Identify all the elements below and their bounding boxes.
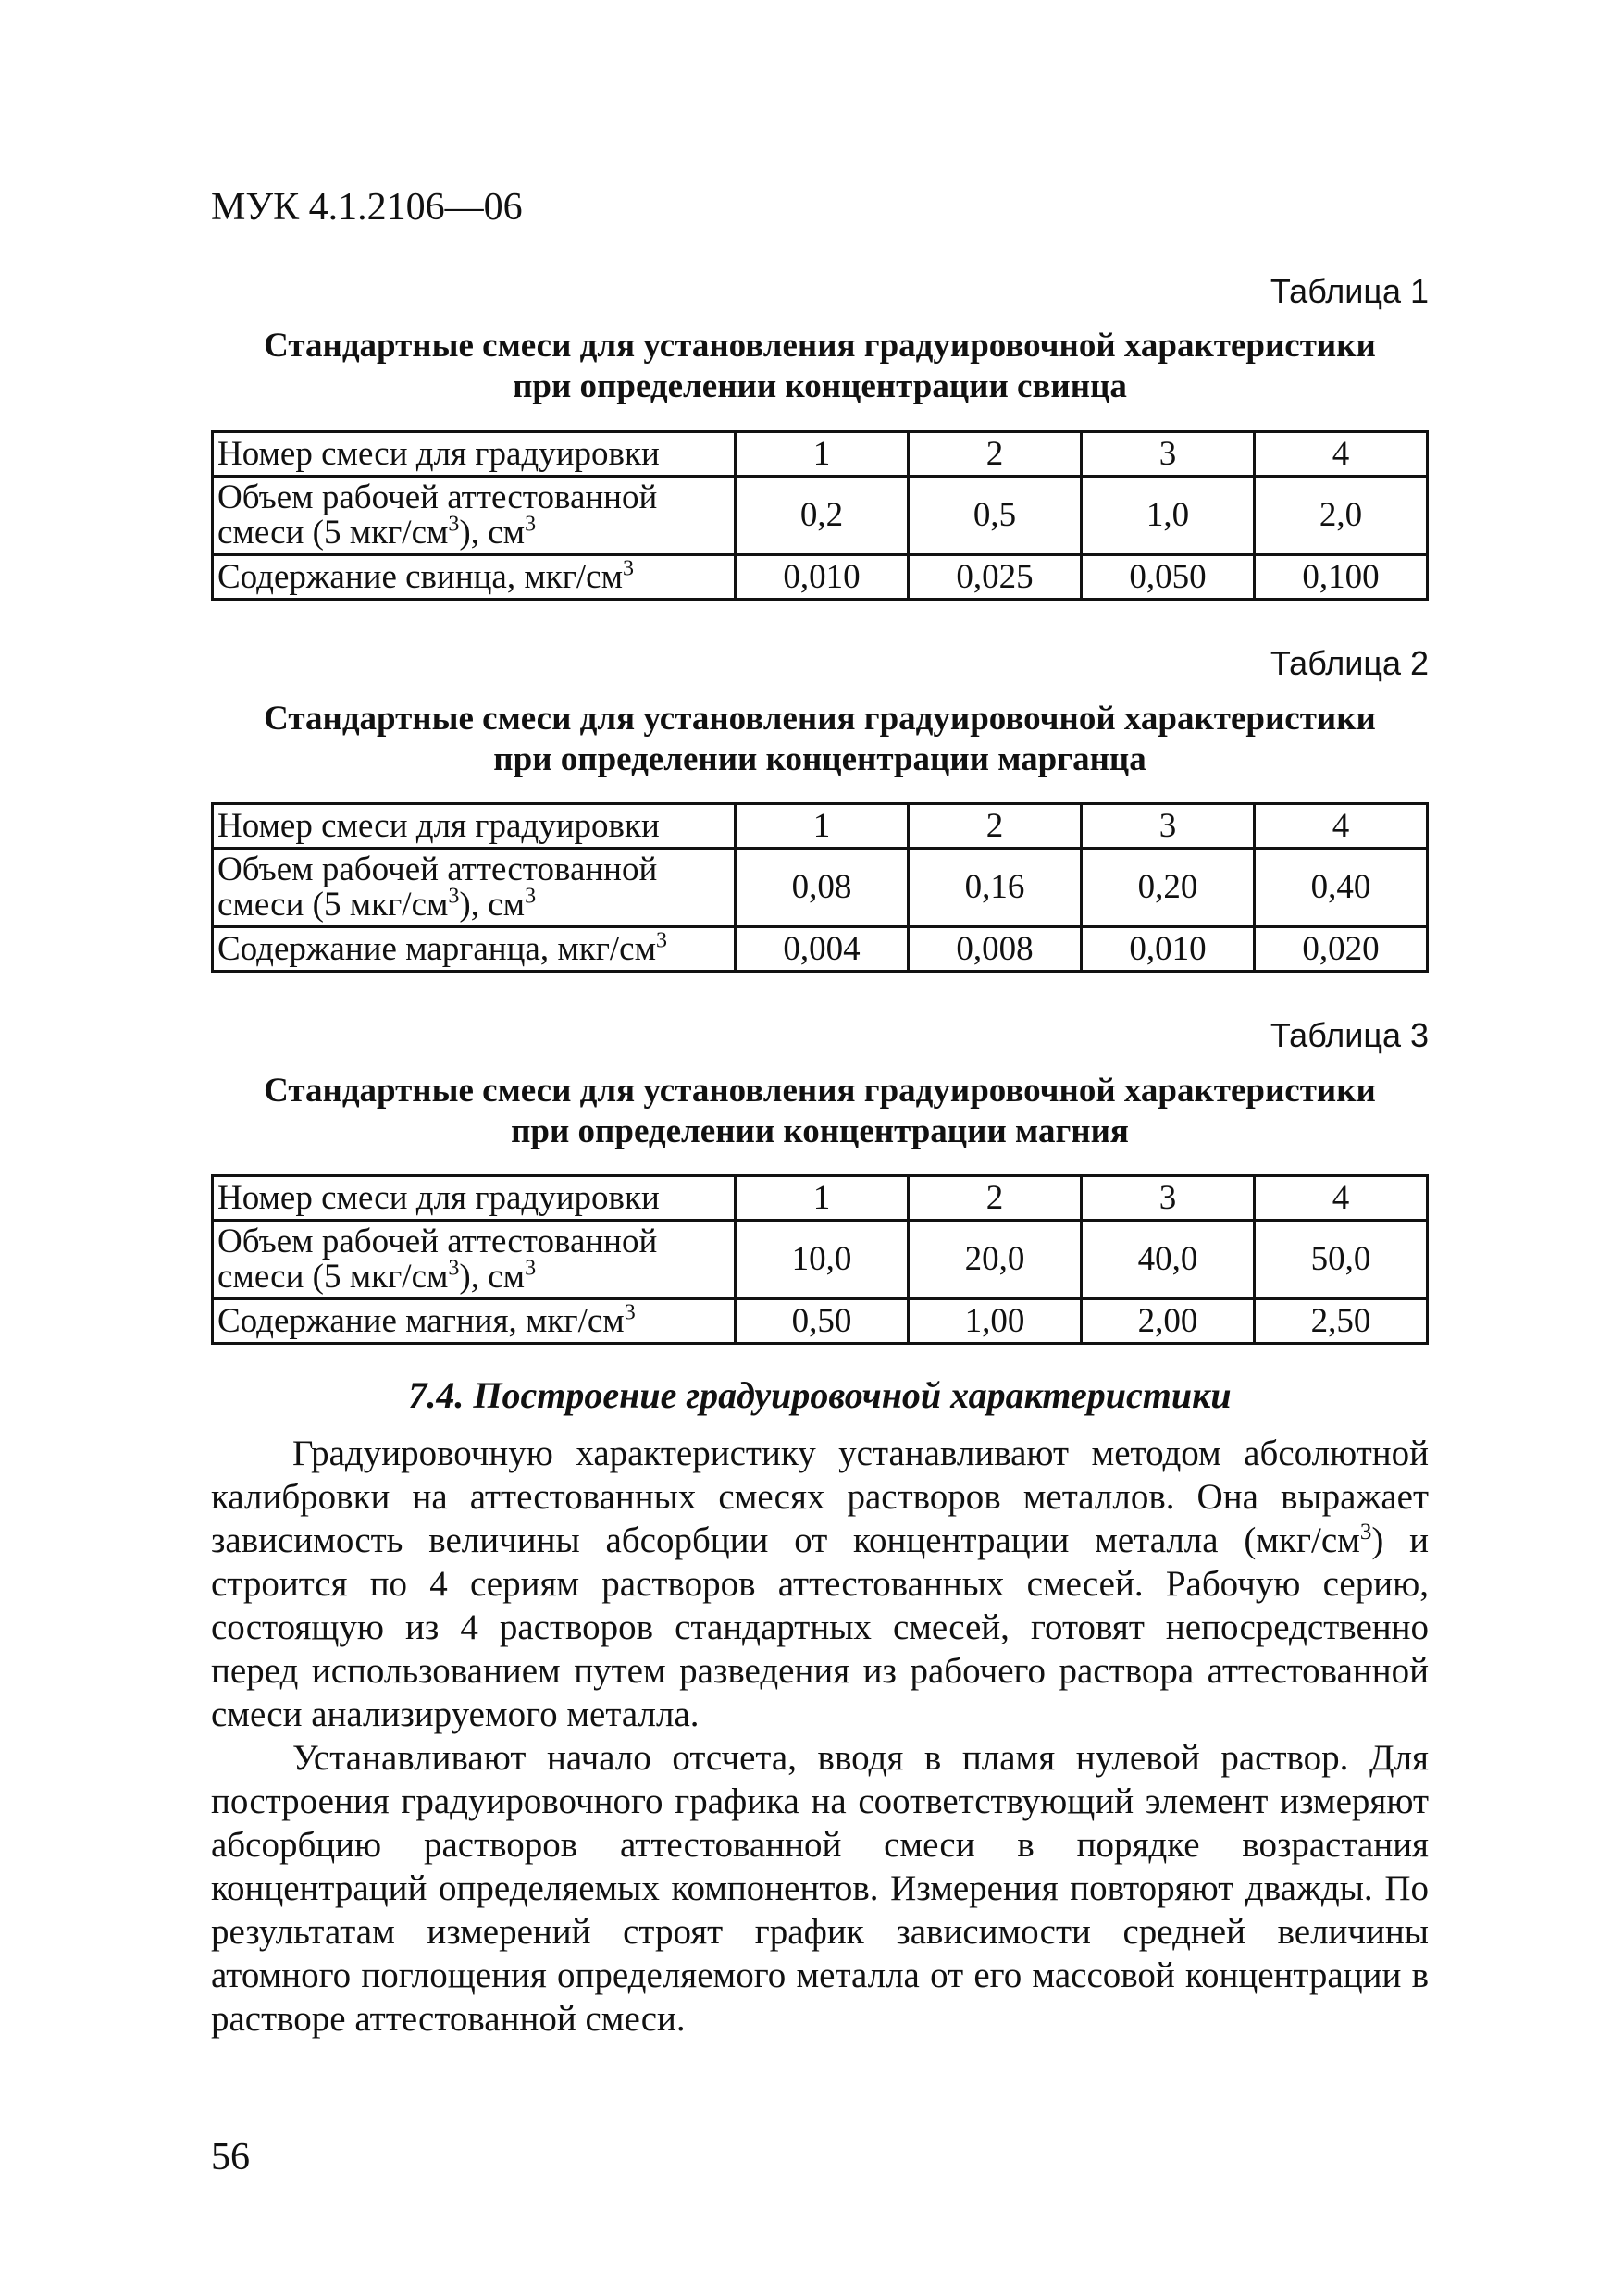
table-cell-label: Номер смеси для градуировки — [213, 1176, 736, 1221]
table-row — [213, 1299, 1428, 1344]
table-1-title-line2: при определении концентрации свинца — [513, 367, 1127, 405]
table-cell: 0,010 — [736, 555, 909, 600]
table-3-title — [211, 1071, 1429, 1152]
table-cell: 0,025 — [909, 555, 1082, 600]
table-cell: 0,08 — [736, 849, 909, 927]
table-cell: 4 — [1255, 1176, 1428, 1221]
table-3-title-line1: Стандартные смеси для установления градуировочной характеристики — [264, 1072, 1376, 1110]
table-cell: 0,050 — [1082, 555, 1255, 600]
table-cell-label: Содержание магния, мкг/$см^3$ — [213, 1299, 736, 1344]
table-cell: 50,0 — [1255, 1221, 1428, 1299]
table-cell-label: Объем рабочей аттестованной смеси (5 мкг/$см^3$), $см^3$ — [213, 849, 736, 927]
table-cell: 0,2 — [736, 477, 909, 555]
table-1-title-line1: Стандартные смеси для установления градуировочной характеристики — [264, 327, 1376, 365]
table-1-title — [211, 326, 1429, 407]
table-cell: 0,010 — [1082, 927, 1255, 972]
table-cell: 0,004 — [736, 927, 909, 972]
table-cell: 4 — [1255, 804, 1428, 849]
table-cell-label: Номер смеси для градуировки — [213, 804, 736, 849]
table-cell: 3 — [1082, 432, 1255, 477]
table-2 — [211, 802, 1429, 973]
table-cell: 0,16 — [909, 849, 1082, 927]
table-cell: 20,0 — [909, 1221, 1082, 1299]
table-cell: 2,0 — [1255, 477, 1428, 555]
table-2-title-line2: при определении концентрации марганца — [493, 740, 1146, 778]
table-cell: 0,50 — [736, 1299, 909, 1344]
table-3-caption: Таблица 3 — [1270, 1016, 1429, 1054]
table-1 — [211, 430, 1429, 601]
table-2-title-line1: Стандартные смеси для установления градуировочной характеристики — [264, 700, 1376, 738]
table-cell: 1,0 — [1082, 477, 1255, 555]
table-cell: 0,020 — [1255, 927, 1428, 972]
table-2-caption: Таблица 2 — [1270, 644, 1429, 682]
table-3-title-line2: при определении концентрации магния — [511, 1112, 1129, 1150]
table-cell: 1 — [736, 804, 909, 849]
table-row — [213, 849, 1428, 927]
table-2-title — [211, 699, 1429, 780]
table-cell: 0,008 — [909, 927, 1082, 972]
table-1-caption: Таблица 1 — [1270, 272, 1429, 310]
document-code: МУК 4.1.2106—06 — [211, 186, 523, 229]
page-number: 56 — [211, 2136, 250, 2178]
table-cell: 4 — [1255, 432, 1428, 477]
table-cell: 1 — [736, 1176, 909, 1221]
table-cell: 0,5 — [909, 477, 1082, 555]
table-row — [213, 555, 1428, 600]
table-cell: 0,40 — [1255, 849, 1428, 927]
section-heading: 7.4. Построение градуировочной характеристики — [408, 1374, 1232, 1416]
table-cell: 0,100 — [1255, 555, 1428, 600]
table-cell: 3 — [1082, 804, 1255, 849]
table-row — [213, 477, 1428, 555]
table-row — [213, 432, 1428, 477]
table-cell: 0,20 — [1082, 849, 1255, 927]
table-cell: 3 — [1082, 1176, 1255, 1221]
table-cell: 2 — [909, 432, 1082, 477]
table-cell: 1,00 — [909, 1299, 1082, 1344]
table-cell: 1 — [736, 432, 909, 477]
table-cell-label: Содержание свинца, мкг/$см^3$ — [213, 555, 736, 600]
table-cell: 2 — [909, 804, 1082, 849]
table-cell: 2,50 — [1255, 1299, 1428, 1344]
table-row — [213, 804, 1428, 849]
paragraph-2: Устанавливают начало отсчета, вводя в пламя нулевой раствор. Для построения градуировочного графика на соответствующий элемент измеряют абсорбцию растворов аттестованной смеси в порядке возрастания концентраций определяемых компонентов. Измерения повторяют дважды. По результатам измерений строят график зависимости средней величины атомного поглощения определяемого металла от его массовой концентрации в растворе аттестованной смеси. — [211, 1738, 1429, 2039]
table-cell-label: Содержание марганца, мкг/$см^3$ — [213, 927, 736, 972]
table-cell: 2 — [909, 1176, 1082, 1221]
table-row — [213, 1221, 1428, 1299]
table-cell-label: Объем рабочей аттестованной смеси (5 мкг/$см^3$), $см^3$ — [213, 1221, 736, 1299]
paragraph-1: Градуировочную характеристику устанавливают методом абсолютной калибровки на аттестованных смесях растворов металлов. Она выражает зависимость величины абсорбции от концентрации металла $(мкг/см^3)$ и строится по 4 сериям растворов аттестованных смесей. Рабочую серию, состоящую из 4 растворов стандартных смесей, готовят непосредственно перед использованием путем разведения из рабочего раствора аттестованной смеси анализируемого металла. — [211, 1433, 1429, 1734]
table-cell-label: Номер смеси для градуировки — [213, 432, 736, 477]
table-3 — [211, 1174, 1429, 1345]
table-cell-label: Объем рабочей аттестованной смеси (5 мкг/$см^3$), $см^3$ — [213, 477, 736, 555]
table-cell: 40,0 — [1082, 1221, 1255, 1299]
table-cell: 2,00 — [1082, 1299, 1255, 1344]
table-row — [213, 1176, 1428, 1221]
table-cell: 10,0 — [736, 1221, 909, 1299]
table-row — [213, 927, 1428, 972]
